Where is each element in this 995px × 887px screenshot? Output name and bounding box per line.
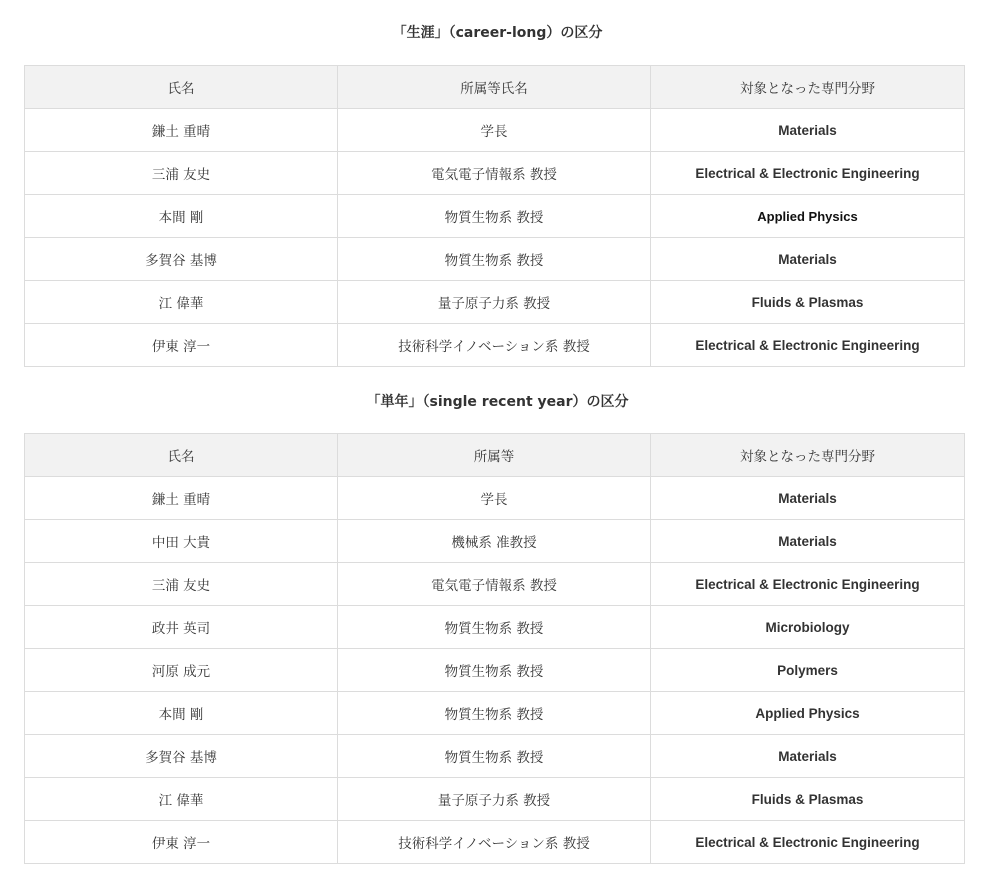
single-year-section-title: 「単年」（single recent year）の区分 [366, 394, 629, 410]
affiliation-cell: 機械系 准教授 [338, 520, 651, 563]
table-row [25, 821, 965, 864]
affiliation-cell: 電気電子情報系 教授 [338, 152, 651, 195]
column-header-name: 氏名 [25, 434, 338, 477]
name-cell: 江 偉華 [25, 778, 338, 821]
field-cell: Microbiology [651, 606, 965, 649]
affiliation-cell: 物質生物系 教授 [338, 238, 651, 281]
column-header-affiliation: 所属等 [338, 434, 651, 477]
name-cell: 中田 大貴 [25, 520, 338, 563]
table-header-row [25, 434, 965, 477]
name-cell: 多賀谷 基博 [25, 735, 338, 778]
name-cell: 河原 成元 [25, 649, 338, 692]
name-cell: 江 偉華 [25, 281, 338, 324]
name-cell: 鎌土 重晴 [25, 109, 338, 152]
field-cell: Materials [651, 735, 965, 778]
table-row [25, 281, 965, 324]
column-header-affiliation: 所属等氏名 [338, 66, 651, 109]
affiliation-cell: 学長 [338, 109, 651, 152]
field-cell: Electrical & Electronic Engineering [651, 563, 965, 606]
table-row [25, 649, 965, 692]
affiliation-cell: 物質生物系 教授 [338, 195, 651, 238]
table-row [25, 238, 965, 281]
field-cell: Materials [651, 238, 965, 281]
name-cell: 三浦 友史 [25, 152, 338, 195]
affiliation-cell: 技術科学イノベーション系 教授 [338, 821, 651, 864]
career-long-section-title: 「生涯」（career-long）の区分 [392, 25, 603, 41]
field-cell: Materials [651, 520, 965, 563]
field-cell: Materials [651, 109, 965, 152]
name-cell: 伊東 淳一 [25, 821, 338, 864]
name-cell: 政井 英司 [25, 606, 338, 649]
field-cell: Fluids & Plasmas [651, 778, 965, 821]
table-row [25, 109, 965, 152]
affiliation-cell: 学長 [338, 477, 651, 520]
field-cell: Electrical & Electronic Engineering [651, 324, 965, 367]
name-cell: 鎌土 重晴 [25, 477, 338, 520]
table-row [25, 778, 965, 821]
column-header-field: 対象となった専門分野 [651, 434, 965, 477]
name-cell: 本間 剛 [25, 195, 338, 238]
table-header-row [25, 66, 965, 109]
table-row [25, 735, 965, 778]
affiliation-cell: 量子原子力系 教授 [338, 778, 651, 821]
table-row [25, 520, 965, 563]
field-cell: Applied Physics [651, 195, 965, 238]
affiliation-cell: 技術科学イノベーション系 教授 [338, 324, 651, 367]
affiliation-cell: 量子原子力系 教授 [338, 281, 651, 324]
field-cell: Applied Physics [651, 692, 965, 735]
affiliation-cell: 物質生物系 教授 [338, 649, 651, 692]
single-year-table [24, 433, 965, 864]
field-cell: Electrical & Electronic Engineering [651, 152, 965, 195]
career-long-table [24, 65, 965, 367]
field-cell: Polymers [651, 649, 965, 692]
table-row [25, 692, 965, 735]
table-row [25, 324, 965, 367]
affiliation-cell: 物質生物系 教授 [338, 606, 651, 649]
name-cell: 伊東 淳一 [25, 324, 338, 367]
field-cell: Fluids & Plasmas [651, 281, 965, 324]
name-cell: 三浦 友史 [25, 563, 338, 606]
column-header-field: 対象となった専門分野 [651, 66, 965, 109]
table-row [25, 563, 965, 606]
affiliation-cell: 物質生物系 教授 [338, 692, 651, 735]
field-cell: Materials [651, 477, 965, 520]
table-row [25, 477, 965, 520]
table-row [25, 195, 965, 238]
name-cell: 多賀谷 基博 [25, 238, 338, 281]
table-row [25, 606, 965, 649]
affiliation-cell: 電気電子情報系 教授 [338, 563, 651, 606]
field-cell: Electrical & Electronic Engineering [651, 821, 965, 864]
table-row [25, 152, 965, 195]
name-cell: 本間 剛 [25, 692, 338, 735]
affiliation-cell: 物質生物系 教授 [338, 735, 651, 778]
column-header-name: 氏名 [25, 66, 338, 109]
